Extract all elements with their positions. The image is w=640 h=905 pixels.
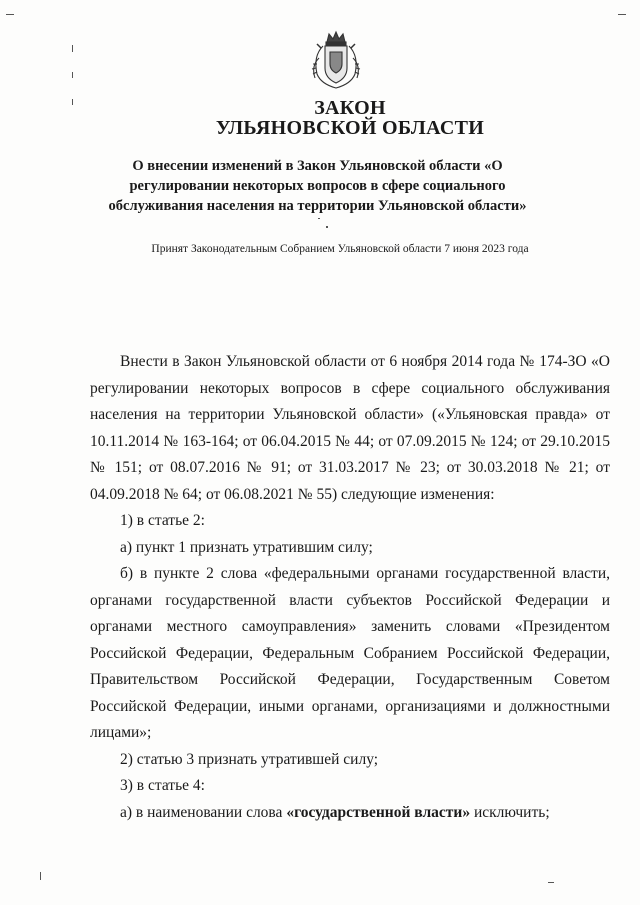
item-1a: а) пункт 1 признать утратившим силу;: [120, 538, 373, 556]
item-2: 2) статью 3 признать утратившей силу;: [120, 750, 379, 768]
item-3a-text-before: а) в наименовании слова: [120, 803, 287, 821]
scan-mark: [72, 45, 73, 52]
item-3a-text-after: исключить;: [470, 803, 550, 821]
law-body: [90, 349, 610, 826]
scan-mark: [6, 14, 14, 15]
intro-paragraph: Внести в Закон Ульяновской области от 6 ноября 2014 года № 174-ЗО «О регулировании некоторых вопросов в сфере социального обслуживания населения на территории Ульяновской области» («Ульяновская правда» от 10.11.2014 № 163-164; от 06.04.2015 № 44; от 07.09.2015 № 124; от 29.10.2015 № 151; от 08.07.2016 № 91; от 31.03.2017 № 23; от 30.03.2018 № 21; от 04.09.2018 № 64; от 06.08.2021 № 55) следующие изменения:: [90, 353, 610, 503]
scan-mark: [548, 882, 554, 883]
adoption-note: Принят Законодательным Собранием Ульяновской области 7 июня 2023 года: [151, 243, 529, 255]
scan-mark: [618, 14, 626, 15]
law-type-heading: ЗАКОН: [314, 97, 386, 119]
item-1b: б) в пункте 2 слова «федеральными органами государственной власти, органами государственной власти субъектов Российской Федерации и органами местного самоуправления» заменить словами «Президентом Российской Федерации, Федеральным Собранием Российской Федерации, Правительством Российской Федерации, Государственным Советом Российской Федерации, иными органами, организациями и должностными лицами»;: [90, 565, 610, 741]
item-3: 3) в статье 4:: [120, 777, 205, 794]
region-heading: УЛЬЯНОВСКОЙ ОБЛАСТИ: [215, 117, 485, 139]
scan-mark: [72, 72, 73, 78]
item-3a: [90, 800, 610, 827]
scan-mark: [318, 218, 320, 219]
item-1: 1) в статье 2:: [120, 512, 205, 529]
coat-of-arms-emblem: [303, 28, 369, 94]
scan-mark: [40, 872, 41, 880]
scan-mark: [326, 226, 328, 228]
law-subtitle: О внесении изменений в Закон Ульяновской области «О регулировании некоторых вопросов в сфере социального обслуживания населения на территории Ульяновской области»: [108, 158, 527, 214]
item-3a-bold-phrase: «государственной власти»: [286, 803, 471, 821]
scan-mark: [72, 99, 73, 105]
